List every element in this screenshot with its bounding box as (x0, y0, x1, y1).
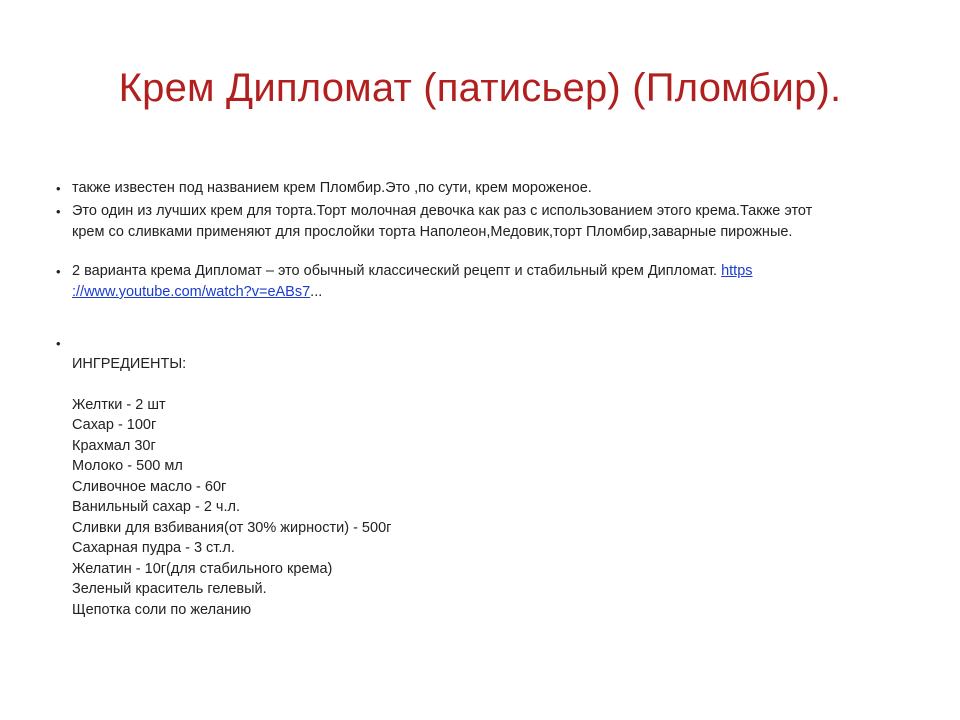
bullet-dot: • (56, 204, 61, 219)
bullet-ingredients (56, 333, 856, 354)
ingredient-item: Сливки для взбивания(от 30% жирности) - 500г (72, 519, 392, 536)
slide-body (56, 178, 856, 620)
ingredient-item: Молоко - 500 мл (72, 458, 183, 474)
bullet-dot: • (56, 264, 61, 279)
ingredient-item: Крахмал 30г (72, 437, 156, 454)
ingredient-item: Сливочное масло - 60г (72, 478, 227, 495)
ingredient-item: Желатин - 10г(для стабильного крема) (72, 560, 333, 577)
ingredient-item: Сахарная пудра - 3 ст.л. (72, 540, 235, 556)
blank-line (72, 333, 856, 354)
youtube-link-part1[interactable]: https (721, 263, 753, 279)
bullet-aka-text: также известен под названием крем Пломбир.Это ,по сути, крем мороженое. (72, 180, 592, 196)
bullet-aka (56, 178, 856, 199)
bullet-usage-line2: крем со сливками применяют для прослойки торта Наполеон,Медовик,торт Пломбир,заварные пирожные. (72, 224, 793, 240)
bullet-usage (56, 201, 856, 243)
ingredient-item: Зеленый краситель гелевый. (72, 581, 267, 597)
ingredients-block (56, 354, 856, 621)
slide-title: Крем Дипломат (патисьер) (Пломбир). (118, 66, 842, 110)
bullet-dot: • (56, 181, 61, 196)
ingredient-item: Желтки - 2 шт (72, 396, 166, 413)
ingredient-item: Сахар - 100г (72, 417, 157, 433)
youtube-link-part2[interactable]: ://www.youtube.com/watch?v=eABs7 (72, 284, 311, 300)
ingredient-item: Щепотка соли по желанию (72, 601, 252, 618)
link-ellipsis: ... (310, 284, 323, 300)
bullet-usage-line1: Это один из лучших крем для торта.Торт молочная девочка как раз с использованием этого крема.Также этот (72, 203, 813, 219)
bullet-variants (56, 261, 856, 303)
blank-line (72, 374, 856, 395)
ingredients-heading: ИНГРЕДИЕНТЫ: (72, 355, 187, 372)
bullet-dot: • (56, 336, 61, 351)
bullet-variants-text: 2 варианта крема Дипломат – это обычный классический рецепт и стабильный крем Дипломат. (72, 263, 722, 279)
ingredient-item: Ванильный сахар - 2 ч.л. (72, 499, 240, 515)
